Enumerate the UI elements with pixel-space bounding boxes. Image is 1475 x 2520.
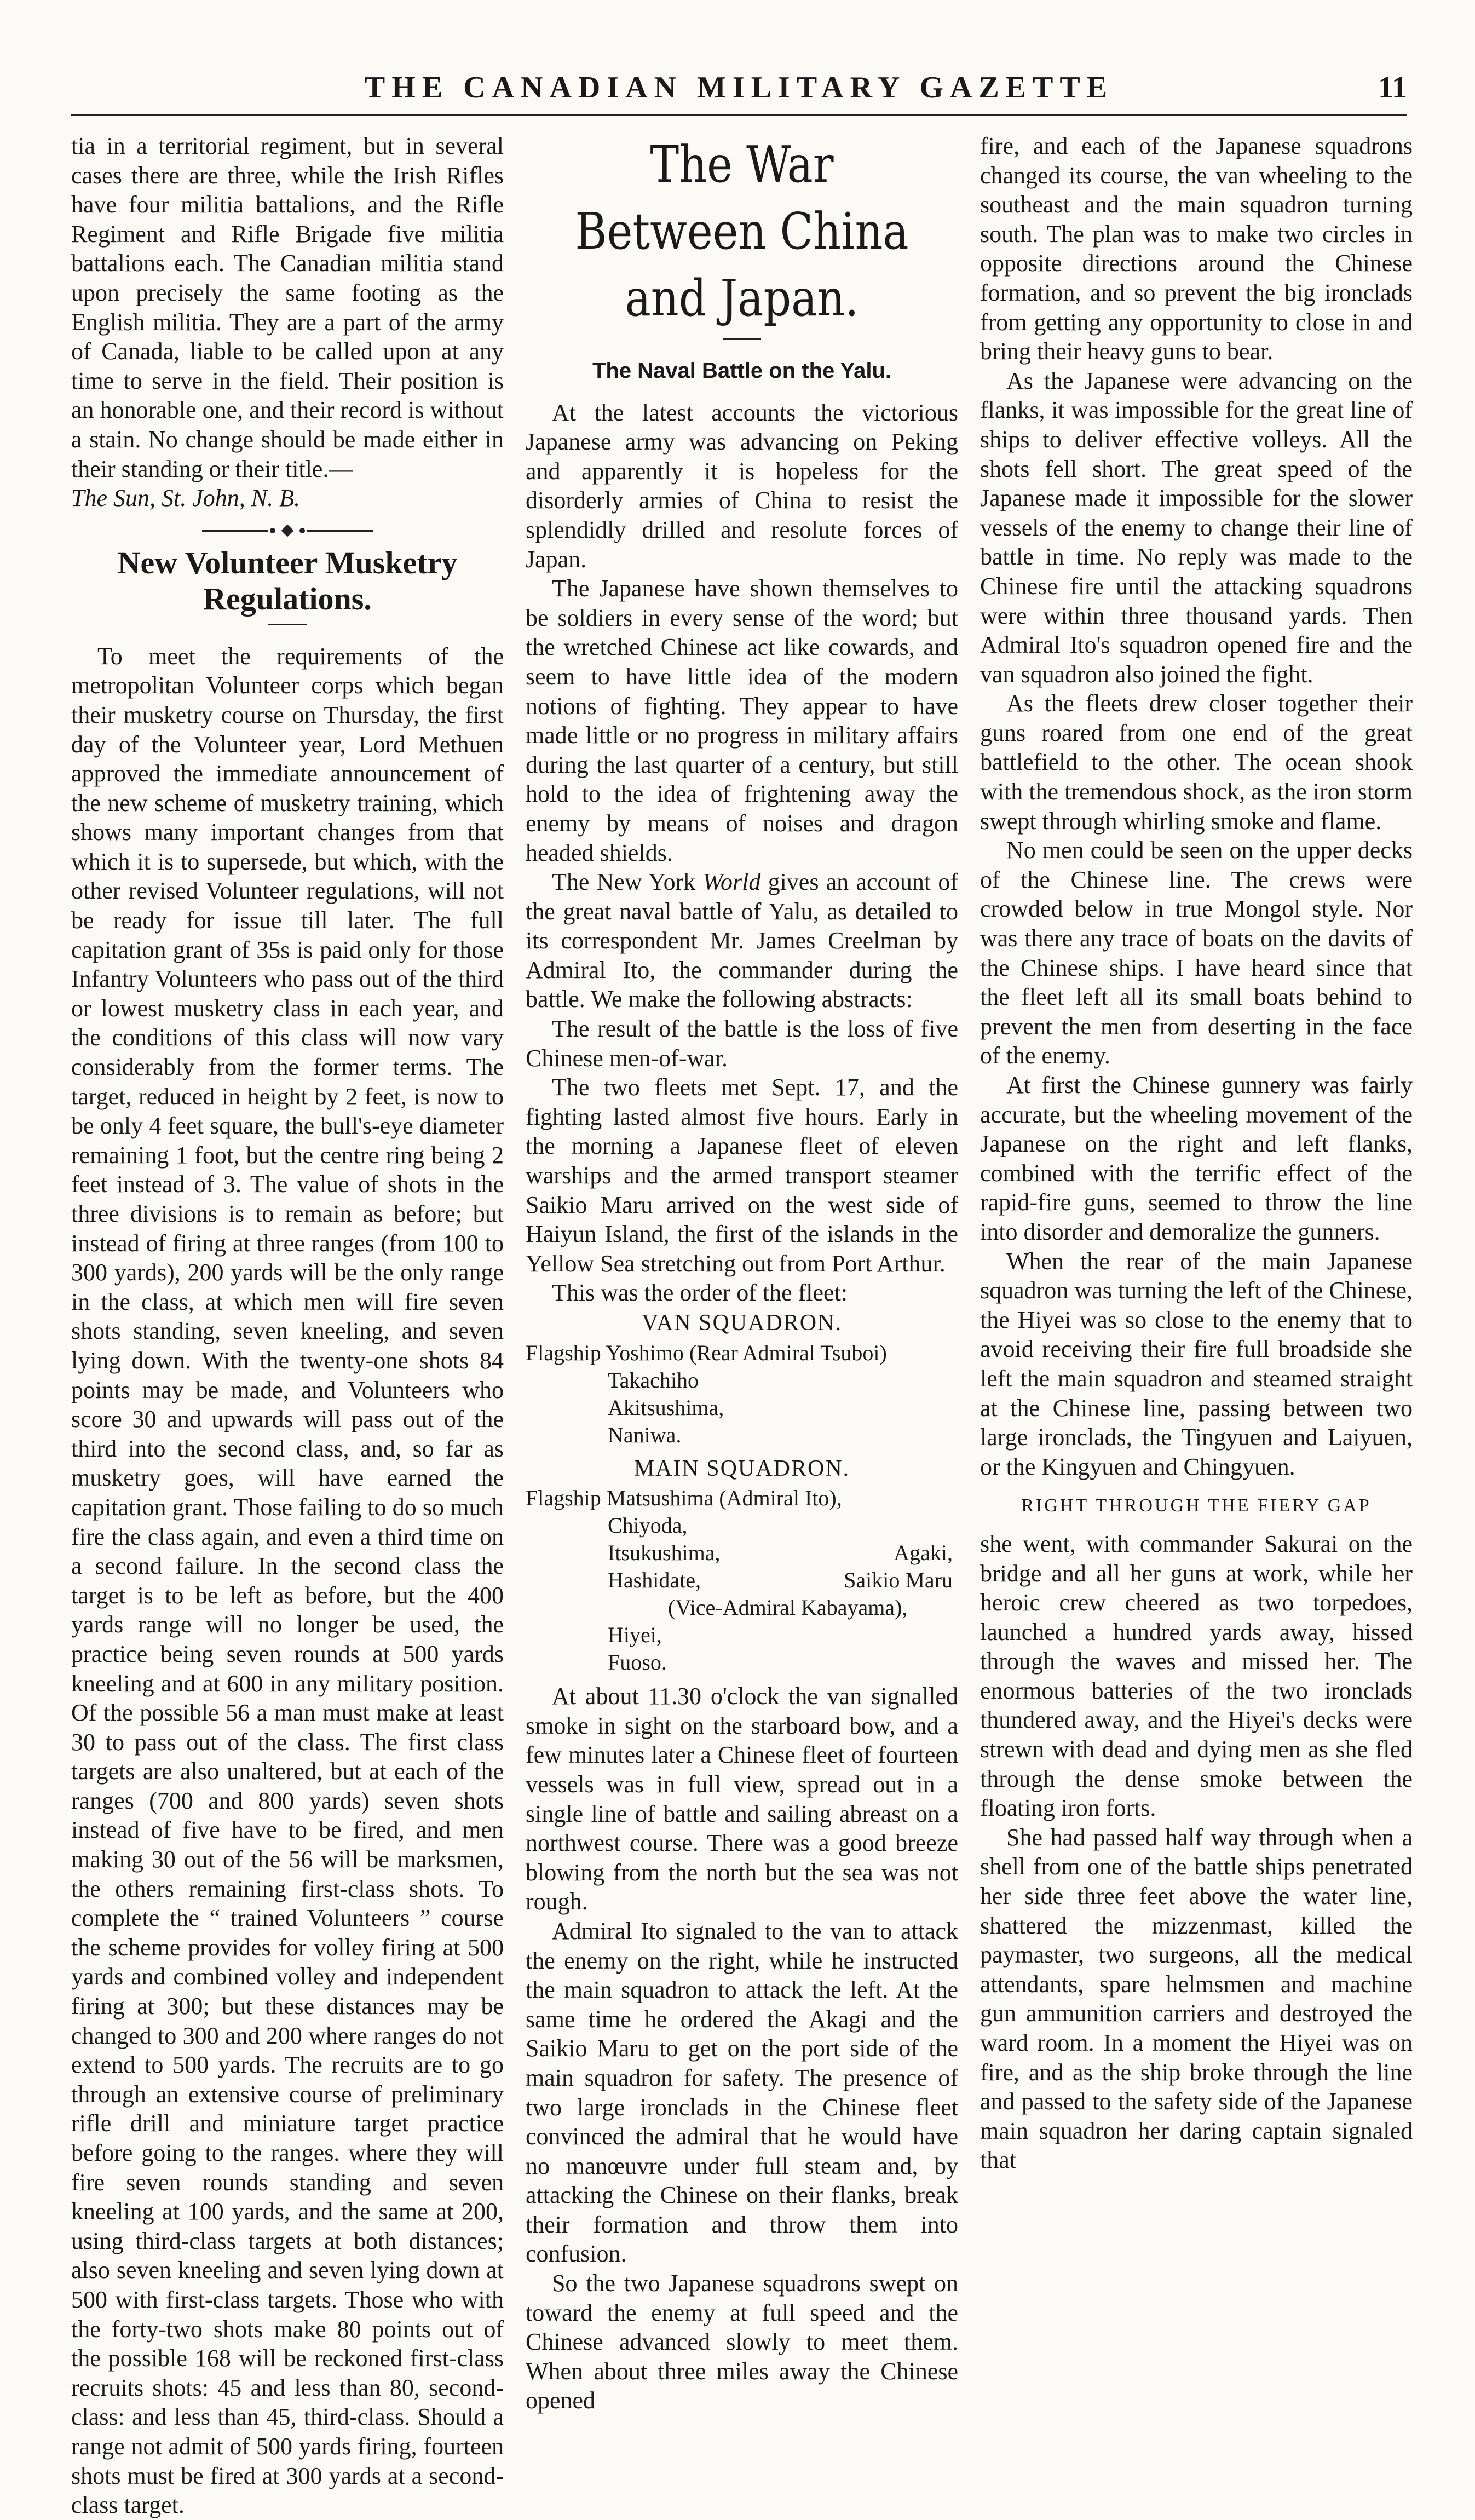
war-headline: The War Between China and Japan. — [575, 135, 909, 327]
van-flagship: Flagship Yoshimo (Rear Admiral Tsuboi) — [526, 1340, 887, 1365]
ship-name: Chiyoda, — [608, 1513, 688, 1538]
column-3 — [980, 131, 1413, 2448]
headline-rule — [268, 624, 307, 625]
ship-name: Naniwa. — [608, 1422, 682, 1447]
paragraph: The result of the battle is the loss of five Chinese men-of-war. — [526, 1015, 958, 1072]
paragraph: she went, with commander Sakurai on the bridge and all her guns at work, while her heroic crew cheered as two torpedoes, launched a hundred yards away, hissed through the waves and missed her. The enormous batteries of the two ironclads thundered away, and the Hiyei's decks were strewn with dead and dying men as she fled through the dense smoke between the floating iron forts. — [980, 1530, 1413, 1822]
ship-name: Fuoso. — [608, 1650, 667, 1675]
ship-name: Itsukushima, — [608, 1540, 721, 1566]
militia-article-ending: tia in a territorial regiment, but in several cases there are three, while the Irish Rifles have four militia battalions, and the Rifle Regiment and Rifle Brigade five militia battalions each. The Canadian militia stand upon precisely the same footing as the English militia. They are a part of the army of Canada, liable to be called upon at any time to serve in the field. Their position is an honorable one, and their record is without a stain. No change should be made either in their standing or their title.— — [71, 133, 504, 482]
paragraph: She had passed half way through when a shell from one of the battle ships penetrated her side three feet above the water line, shattered the mizzenmast, killed the paymaster, two surgeons, all the medical attendants, spare helmsmen and machine gun ammunition carriers and destroyed the ward room. In a moment the Hiyei was on fire, and as the ship broke through the line and passed to the safety side of the Japanese main squadron her daring captain signaled that — [980, 1823, 1413, 2174]
van-squadron-list — [526, 1339, 958, 1449]
paragraph: Admiral Ito signaled to the van to attack the enemy on the right, while he instructed the main squadron to attack the left. At the same time he ordered the Akagi and the Saikio Maru to get on the port side of the main squadron for safety. The presence of two large ironclads in the Chinese fleet convinced the admiral that he would have no manœuvre under full steam and, by attacking the Chinese on their flanks, break their formation and throw them into confusion. — [526, 1917, 958, 2268]
van-squadron-heading: VAN SQUADRON. — [642, 1310, 842, 1336]
main-squadron-list — [526, 1485, 958, 1676]
ship-name: Akitsushima, — [608, 1395, 724, 1420]
page-number: 11 — [1378, 71, 1407, 105]
column-1 — [71, 131, 504, 2519]
paragraph: At first the Chinese gunnery was fairly accurate, but the wheeling movement of the Japanese on the right and left flanks, combined with the terrific effect of the rapid-fire guns, seemed to throw the line into disorder and demoralize the gunners. — [980, 1072, 1413, 1245]
paragraph: When the rear of the main Japanese squadron was turning the left of the Chinese, the Hiyei was so close to the enemy that to avoid receiving their fire full broadside she left the main squadron and steamed straight at the Chinese line, passing between two large ironclads, the Tingyuen and Laiyuen, or the Kingyuen and Chingyuen. — [980, 1247, 1413, 1480]
paragraph: As the Japanese were advancing on the flanks, it was impossible for the great line of ships to deliver effective volleys. All the shots fell short. The great speed of the Japanese made it impossible for the slower vessels of the enemy to change their line of battle in time. No reply was made to the Chinese fire until the attacking squadrons were within three thousand yards. Then Admiral Ito's squadron opened fire and the van squadron also joined the fight. — [980, 367, 1413, 688]
paragraph: As the fleets drew closer together their guns roared from one end of the great battlefield to the other. The ocean shook with the tremendous shock, as the iron storm swept through whirling smoke and flame. — [980, 690, 1413, 835]
paragraph: fire, and each of the Japanese squadrons changed its course, the van wheeling to the southeast and the main squadron turning south. The plan was to make two circles in opposite directions around the Chinese formation, and so prevent the big ironclads from getting any opportunity to close in and bring their heavy guns to bear. — [980, 133, 1413, 365]
ship-name: Hiyei, — [608, 1623, 662, 1648]
masthead — [71, 66, 1407, 116]
paragraph: So the two Japanese squadrons swept on toward the enemy at full speed and the Chinese advanced slowly to meet them. When about three miles away the Chinese opened — [526, 2270, 958, 2414]
musketry-article-body: To meet the requirements of the metropolitan Volunteer corps which began their musketry course on Thursday, the first day of the Volunteer year, Lord Methuen approved the immediate announcement of the new scheme of musketry training, which shows many important changes from that which it is to supersede, but which, with the other revised Volunteer regulations, will not be ready for issue till later. The full capitation grant of 35s is paid only for those Infantry Volunteers who pass out of the third or lowest musketry class in each year, and the conditions of this class will now vary considerably from the former terms. The target, reduced in height by 2 feet, is now to be only 4 feet square, the bull's-eye diameter remaining 1 foot, but the centre ring being 2 feet instead of 3. The value of shots in the three divisions is to remain as before; but instead of firing at three ranges (from 100 to 300 yards), 200 yards will be the only range in the class, at which men will fire seven shots standing, seven kneeling, and seven lying down. With the twenty-one shots 84 points may be made, and Volunteers who score 30 and upwards will pass out of the third into the second class, and, so far as musketry goes, will have earned the capitation grant. Those failing to do so much fire the class again, and even a third time on a second failure. In the second class the target is to be left as before, but the 400 yards range will no longer be used, the practice being seven rounds at 500 yards kneeling and at 600 in any military position. Of the possible 56 a man must make at least 30 to pass out of the class. The first class targets are also unaltered, but at each of the ranges (700 and 800 yards) seven shots instead of five have to be fired, and men making 30 out of the 56 will be marksmen, the others remaining first-class shots. To complete the “ trained Volunteers ” course the scheme provides for volley firing at 500 yards and combined volley and independent firing at 300; but these distances may be changed to 300 and 200 where ranges do not extend to 500 yards. The recruits are to go through an extensive course of preliminary rifle drill and miniature target practice before going to the ranges. where they will fire seven rounds standing and seven kneeling at 100 yards, and the same at 200, using third-class targets at both distances; also seven kneeling and seven lying down at 500 with first-class targets. Those who with the forty-two shots make 80 points out of the possible 168 will be reckoned first-class recruits shots: 45 and less than 80, second-class: and less than 45, third-class. Should a range not admit of 500 yards firing, fourteen shots must be fired at 300 yards at a second-class target. — [71, 642, 504, 2519]
fiery-gap-subhead: RIGHT THROUGH THE FIERY GAP — [1021, 1495, 1372, 1516]
ship-name: Takachiho — [608, 1367, 699, 1393]
publication-title: THE CANADIAN MILITARY GAZETTE — [364, 71, 1114, 105]
ship-name: Hashidate, — [608, 1568, 701, 1593]
ship-name: Saikio Maru — [844, 1568, 953, 1593]
ship-note: (Vice-Admiral Kabayama), — [668, 1595, 908, 1620]
world-newspaper-name: World — [702, 868, 761, 896]
paragraph: The Japanese have shown themselves to be soldiers in every sense of the word; but the wretched Chinese act like cowards, and seem to have little idea of the modern notions of fighting. They appear to have made little or no progress in military affairs during the last quarter of a century, but still hold to the idea of frightening away the enemy by means of noises and dragon headed shields. — [526, 575, 958, 866]
paragraph: The New York World gives an account of the great naval battle of Yalu, as detailed to its correspondent Mr. James Creelman by Admiral Ito, the commander during the battle. We make the following abstracts: — [526, 868, 958, 1013]
ship-name: Agaki, — [894, 1540, 953, 1566]
paragraph: The two fleets met Sept. 17, and the fighting lasted almost five hours. Early in the morning a Japanese fleet of eleven warships and the armed transport steamer Saikio Maru arrived on the west side of Haiyun Island, the first of the islands in the Yellow Sea stretching out from Port Arthur. — [526, 1074, 958, 1277]
musketry-headline: New Volunteer Musketry Regulations. — [117, 544, 458, 617]
main-squadron-heading: MAIN SQUADRON. — [633, 1455, 850, 1481]
ornamental-divider — [71, 526, 504, 535]
paragraph: At the latest accounts the victorious Japanese army was advancing on Peking and apparently it is hopeless for the disorderly armies of China to resist the splendidly drilled and resolute forces of Japan. — [526, 399, 958, 573]
masthead-rule — [71, 114, 1407, 116]
paragraph: No men could be seen on the upper decks of the Chinese line. The crews were crowded below in true Mongol style. Nor was there any trace of boats on the davits of the Chinese ships. I have heard since that the fleet left all its small boats behind to prevent the men from deserting in the face of the enemy. — [980, 837, 1413, 1069]
headline-rule — [723, 338, 761, 340]
main-flagship: Flagship Matsushima (Admiral Ito), — [526, 1486, 842, 1511]
paragraph: This was the order of the fleet: — [552, 1279, 848, 1307]
naval-battle-subhead: The Naval Battle on the Yalu. — [592, 359, 892, 383]
column-2 — [526, 131, 958, 2448]
paragraph: At about 11.30 o'clock the van signalled smoke in sight on the starboard bow, and a few minutes later a Chinese fleet of fourteen vessels was in full view, spread out in a single line of battle and sailing abreast on a northwest course. There was a good breeze blowing from the north but the sea was not rough. — [526, 1683, 958, 1915]
article-source: The Sun, St. John, N. B. — [71, 485, 300, 512]
